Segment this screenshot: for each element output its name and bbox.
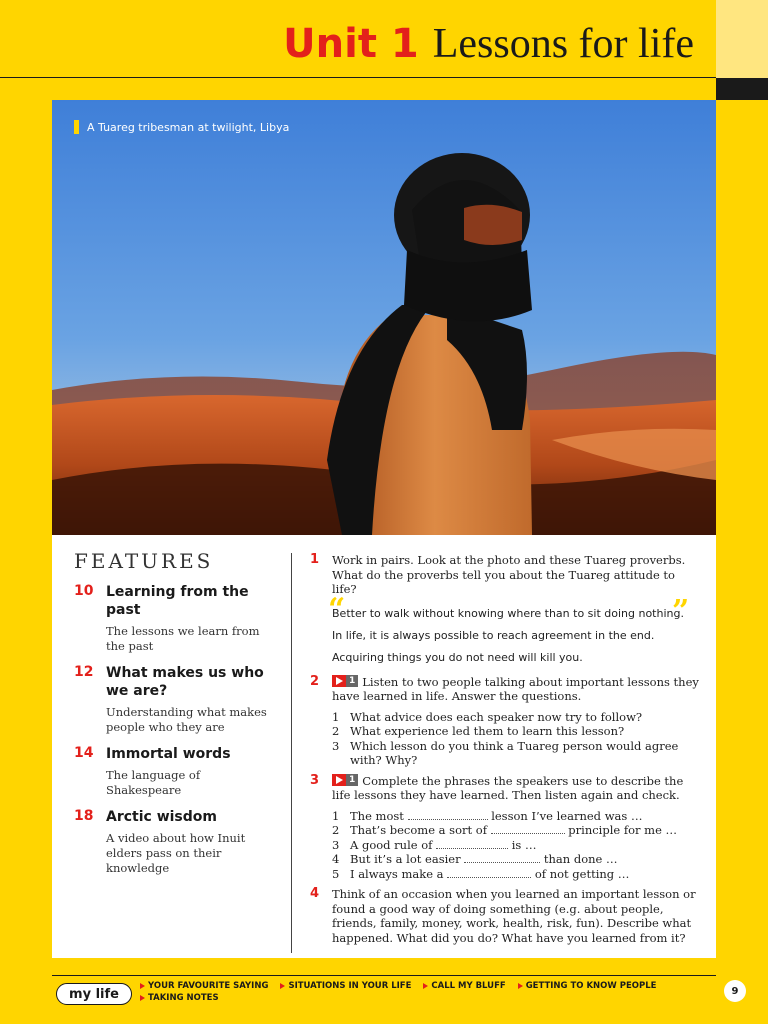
feature-title: Immortal words — [106, 746, 231, 762]
phrase-list — [332, 809, 700, 882]
feature-page-number: 18 — [74, 808, 94, 824]
header-side-tab — [716, 0, 768, 78]
exercises-column — [310, 553, 700, 951]
hero-photo — [52, 100, 716, 535]
feature-item — [74, 745, 274, 798]
list-item: 3 A good rule of is … — [332, 837, 537, 852]
feature-description: The language of Shakespeare — [106, 768, 201, 797]
arrow-right-icon — [280, 983, 285, 989]
column-divider — [291, 553, 292, 953]
arrow-right-icon — [518, 983, 523, 989]
feature-page-number: 12 — [74, 664, 94, 680]
gap-fill-blank[interactable] — [491, 823, 565, 834]
unit-name: Lessons for life — [432, 21, 694, 67]
open-quote-icon: “ — [328, 591, 346, 627]
arrow-right-icon — [423, 983, 428, 989]
my-life-topics — [140, 981, 700, 1003]
list-item: 3 Which lesson do you think a Tuareg person would agree with? Why? — [332, 738, 679, 767]
arrow-right-icon — [140, 995, 145, 1001]
feature-title: Learning from the past — [106, 584, 249, 618]
feature-title: What makes us who we are? — [106, 665, 264, 699]
exercise-number: 1 — [310, 552, 320, 567]
topic-item[interactable]: SITUATIONS IN YOUR LIFE — [280, 981, 411, 991]
feature-page-number: 14 — [74, 745, 94, 761]
page-number: 9 — [724, 980, 746, 1002]
list-item: 5 I always make a of not getting … — [332, 866, 630, 881]
caption-text: A Tuareg tribesman at twilight, Libya — [87, 120, 290, 134]
proverb: Better to walk without knowing where than to sit doing nothing. — [332, 606, 684, 620]
features-heading: FEATURES — [74, 549, 214, 573]
topic-item[interactable]: YOUR FAVOURITE SAYING — [140, 981, 268, 991]
exercise-4 — [310, 887, 700, 945]
feature-description: A video about how Inuit elders pass on their knowledge — [106, 831, 246, 875]
arrow-right-icon — [140, 983, 145, 989]
exercise-number: 3 — [310, 772, 320, 788]
exercise-instructions: Listen to two people talking about important lessons they have learned in life. Answer the questions. — [332, 674, 699, 703]
gap-fill-blank[interactable] — [447, 867, 531, 878]
exercise-2 — [310, 675, 700, 768]
list-item: 1 The most lesson I’ve learned was … — [332, 808, 643, 823]
unit-number: Unit 1 — [283, 21, 419, 67]
play-icon — [332, 675, 346, 687]
content-panel — [52, 535, 716, 958]
exercise-instructions: Complete the phrases the speakers use to describe the life lessons they have learned. Then listen again and check. — [332, 773, 684, 802]
gap-fill-blank[interactable] — [436, 838, 508, 849]
proverbs-block — [328, 591, 700, 669]
question-list — [332, 710, 700, 768]
feature-title: Arctic wisdom — [106, 809, 217, 825]
header-side-band — [716, 78, 768, 100]
gap-fill-blank[interactable] — [464, 852, 540, 863]
exercise-3 — [310, 774, 700, 882]
tuareg-photo-illustration — [52, 100, 716, 535]
topic-item[interactable]: CALL MY BLUFF — [423, 981, 505, 991]
feature-description: Understanding what makes people who they are — [106, 705, 267, 734]
feature-item — [74, 664, 274, 735]
list-item: 2 What experience led them to learn this lesson? — [332, 724, 625, 738]
exercise-instructions: Think of an occasion when you learned an important lesson or found a good way of doing something (e.g. about people, friends, family, money, work, health, risk, fun). Describe what happened. What did you do? What have you learned from it? — [332, 887, 696, 945]
close-quote-icon: ” — [672, 593, 690, 629]
photo-caption — [74, 120, 289, 134]
gap-fill-blank[interactable] — [408, 809, 488, 820]
page-header — [0, 0, 716, 78]
audio-track-button[interactable] — [332, 774, 358, 786]
proverb: Acquiring things you do not need will kill you. — [332, 650, 583, 664]
features-column — [74, 549, 274, 886]
exercise-1 — [310, 553, 700, 597]
topic-item[interactable]: GETTING TO KNOW PEOPLE — [518, 981, 657, 991]
feature-page-number: 10 — [74, 583, 94, 599]
caption-marker — [74, 120, 79, 134]
unit-title — [283, 20, 694, 68]
my-life-badge: my life — [56, 983, 132, 1005]
feature-item — [74, 808, 274, 876]
feature-item — [74, 583, 274, 654]
topic-item[interactable]: TAKING NOTES — [140, 993, 219, 1003]
audio-track-button[interactable] — [332, 675, 358, 687]
track-number: 1 — [346, 774, 358, 786]
exercise-number: 4 — [310, 886, 320, 901]
play-icon — [332, 774, 346, 786]
exercise-number: 2 — [310, 673, 320, 689]
footer-rule — [52, 975, 716, 976]
list-item: 4 But it’s a lot easier than done … — [332, 852, 618, 866]
proverb: In life, it is always possible to reach agreement in the end. — [332, 628, 655, 642]
list-item: 2 That’s become a sort of principle for me … — [332, 823, 678, 837]
exercise-instructions: Work in pairs. Look at the photo and these Tuareg proverbs. What do the proverbs tell you about the Tuareg attitude to life? — [332, 553, 686, 596]
list-item: 1 What advice does each speaker now try to follow? — [332, 709, 643, 724]
feature-description: The lessons we learn from the past — [106, 624, 260, 653]
track-number: 1 — [346, 675, 358, 687]
